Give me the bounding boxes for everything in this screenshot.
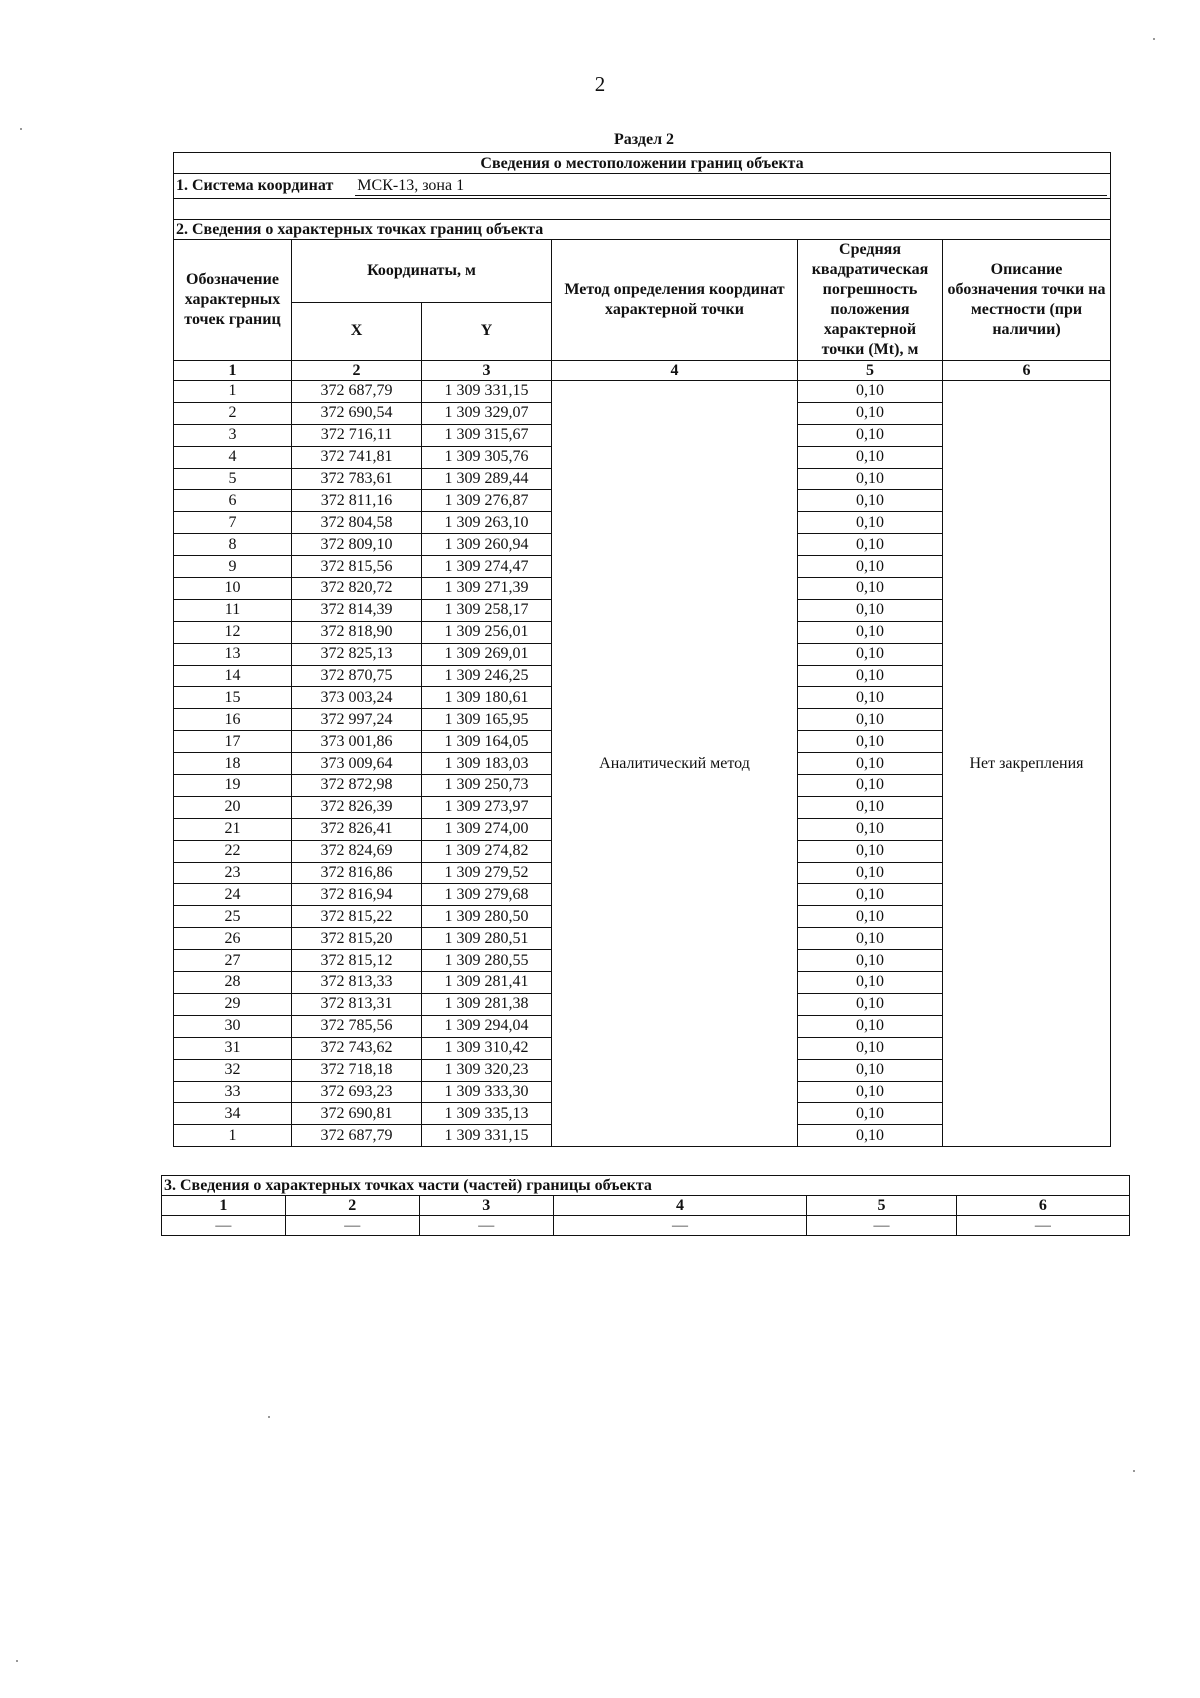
- header-y: Y: [422, 302, 552, 360]
- column-number: 5: [807, 1196, 956, 1216]
- point-y: 1 309 273,97: [422, 796, 552, 818]
- point-error: 0,10: [798, 512, 943, 534]
- column-number: 6: [943, 361, 1111, 381]
- point-error: 0,10: [798, 424, 943, 446]
- dash-cell: —: [285, 1216, 419, 1236]
- point-error: 0,10: [798, 884, 943, 906]
- point-number: 28: [174, 972, 292, 994]
- point-x: 373 009,64: [292, 753, 422, 775]
- point-y: 1 309 279,52: [422, 862, 552, 884]
- point-x: 372 716,11: [292, 424, 422, 446]
- point-y: 1 309 260,94: [422, 534, 552, 556]
- point-y: 1 309 280,51: [422, 928, 552, 950]
- dash-cell: —: [807, 1216, 956, 1236]
- point-x: 372 783,61: [292, 468, 422, 490]
- point-y: 1 309 320,23: [422, 1059, 552, 1081]
- point-y: 1 309 281,41: [422, 972, 552, 994]
- point-error: 0,10: [798, 1037, 943, 1059]
- point-x: 373 001,86: [292, 731, 422, 753]
- point-error: 0,10: [798, 928, 943, 950]
- point-number: 7: [174, 512, 292, 534]
- point-error: 0,10: [798, 818, 943, 840]
- point-y: 1 309 274,82: [422, 840, 552, 862]
- point-y: 1 309 280,50: [422, 906, 552, 928]
- point-number: 26: [174, 928, 292, 950]
- point-error: 0,10: [798, 556, 943, 578]
- point-x: 372 687,79: [292, 1125, 422, 1147]
- point-y: 1 309 263,10: [422, 512, 552, 534]
- point-number: 31: [174, 1037, 292, 1059]
- point-number: 1: [174, 1125, 292, 1147]
- point-y: 1 309 335,13: [422, 1103, 552, 1125]
- point-y: 1 309 274,00: [422, 818, 552, 840]
- point-error: 0,10: [798, 1081, 943, 1103]
- point-error: 0,10: [798, 796, 943, 818]
- point-error: 0,10: [798, 665, 943, 687]
- point-number: 19: [174, 775, 292, 797]
- point-y: 1 309 246,25: [422, 665, 552, 687]
- point-number: 3: [174, 424, 292, 446]
- point-x: 372 813,33: [292, 972, 422, 994]
- column-number: 1: [174, 361, 292, 381]
- point-error: 0,10: [798, 906, 943, 928]
- point-x: 372 811,16: [292, 490, 422, 512]
- point-error: 0,10: [798, 621, 943, 643]
- coordinate-system-value: МСК-13, зона 1: [355, 176, 1107, 196]
- point-y: 1 309 279,68: [422, 884, 552, 906]
- point-number: 8: [174, 534, 292, 556]
- parts-column-numbers-row: [162, 1196, 1130, 1216]
- point-y: 1 309 329,07: [422, 402, 552, 424]
- column-numbers-row: [174, 361, 1111, 381]
- header-method: Метод определения координат характерной точки: [552, 240, 798, 361]
- point-y: 1 309 183,03: [422, 753, 552, 775]
- point-error: 0,10: [798, 402, 943, 424]
- scan-speck: [268, 1416, 270, 1418]
- point-y: 1 309 289,44: [422, 468, 552, 490]
- point-y: 1 309 258,17: [422, 599, 552, 621]
- point-x: 372 809,10: [292, 534, 422, 556]
- column-number: 4: [553, 1196, 807, 1216]
- point-number: 23: [174, 862, 292, 884]
- point-number: 27: [174, 950, 292, 972]
- header-x: X: [292, 302, 422, 360]
- point-error: 0,10: [798, 446, 943, 468]
- point-x: 372 815,12: [292, 950, 422, 972]
- boundary-points-table: [173, 152, 1111, 1147]
- point-y: 1 309 333,30: [422, 1081, 552, 1103]
- point-row: [174, 381, 1111, 403]
- header-description: Описание обозначения точки на местности (при наличии): [943, 240, 1111, 361]
- point-x: 372 997,24: [292, 709, 422, 731]
- point-x: 372 687,79: [292, 381, 422, 403]
- point-x: 373 003,24: [292, 687, 422, 709]
- point-x: 372 824,69: [292, 840, 422, 862]
- point-y: 1 309 274,47: [422, 556, 552, 578]
- point-y: 1 309 164,05: [422, 731, 552, 753]
- point-number: 16: [174, 709, 292, 731]
- point-y: 1 309 315,67: [422, 424, 552, 446]
- point-error: 0,10: [798, 1125, 943, 1147]
- point-error: 0,10: [798, 468, 943, 490]
- point-y: 1 309 280,55: [422, 950, 552, 972]
- point-x: 372 826,41: [292, 818, 422, 840]
- point-x: 372 718,18: [292, 1059, 422, 1081]
- point-number: 13: [174, 643, 292, 665]
- point-error: 0,10: [798, 840, 943, 862]
- point-error: 0,10: [798, 993, 943, 1015]
- scan-speck: [1153, 38, 1155, 40]
- point-number: 12: [174, 621, 292, 643]
- point-x: 372 825,13: [292, 643, 422, 665]
- point-number: 2: [174, 402, 292, 424]
- point-x: 372 813,31: [292, 993, 422, 1015]
- point-error: 0,10: [798, 753, 943, 775]
- point-x: 372 872,98: [292, 775, 422, 797]
- point-error: 0,10: [798, 534, 943, 556]
- point-error: 0,10: [798, 862, 943, 884]
- point-error: 0,10: [798, 599, 943, 621]
- point-number: 14: [174, 665, 292, 687]
- column-number: 2: [285, 1196, 419, 1216]
- points-section-title: 2. Сведения о характерных точках границ объекта: [174, 220, 1111, 240]
- point-number: 9: [174, 556, 292, 578]
- column-number: 5: [798, 361, 943, 381]
- column-number: 1: [162, 1196, 286, 1216]
- point-number: 32: [174, 1059, 292, 1081]
- point-x: 372 804,58: [292, 512, 422, 534]
- dash-cell: —: [553, 1216, 807, 1236]
- point-x: 372 816,94: [292, 884, 422, 906]
- point-number: 33: [174, 1081, 292, 1103]
- point-error: 0,10: [798, 731, 943, 753]
- point-y: 1 309 250,73: [422, 775, 552, 797]
- point-x: 372 826,39: [292, 796, 422, 818]
- header-designation: Обозначение характерных точек границ: [174, 240, 292, 361]
- point-y: 1 309 331,15: [422, 1125, 552, 1147]
- point-x: 372 743,62: [292, 1037, 422, 1059]
- point-x: 372 693,23: [292, 1081, 422, 1103]
- point-error: 0,10: [798, 578, 943, 600]
- point-y: 1 309 294,04: [422, 1015, 552, 1037]
- point-x: 372 814,39: [292, 599, 422, 621]
- point-x: 372 815,20: [292, 928, 422, 950]
- page-number: 2: [594, 72, 606, 96]
- point-number: 24: [174, 884, 292, 906]
- boundary-parts-table: [161, 1175, 1130, 1236]
- point-number: 10: [174, 578, 292, 600]
- point-x: 372 815,22: [292, 906, 422, 928]
- point-number: 30: [174, 1015, 292, 1037]
- point-x: 372 690,81: [292, 1103, 422, 1125]
- column-number: 6: [956, 1196, 1129, 1216]
- point-x: 372 741,81: [292, 446, 422, 468]
- point-y: 1 309 165,95: [422, 709, 552, 731]
- scan-speck: [20, 128, 22, 130]
- main-title: Сведения о местоположении границ объекта: [174, 153, 1111, 174]
- header-error: Средняя квадратическая погрешность положения характерной точки (Mt), м: [798, 240, 943, 361]
- point-number: 18: [174, 753, 292, 775]
- point-number: 29: [174, 993, 292, 1015]
- point-error: 0,10: [798, 381, 943, 403]
- point-number: 1: [174, 381, 292, 403]
- point-x: 372 816,86: [292, 862, 422, 884]
- point-y: 1 309 269,01: [422, 643, 552, 665]
- point-number: 11: [174, 599, 292, 621]
- scan-speck: [1133, 1470, 1135, 1472]
- point-error: 0,10: [798, 972, 943, 994]
- point-x: 372 820,72: [292, 578, 422, 600]
- point-error: 0,10: [798, 490, 943, 512]
- point-x: 372 785,56: [292, 1015, 422, 1037]
- parts-section-title: 3. Сведения о характерных точках части (частей) границы объекта: [162, 1176, 1130, 1196]
- description-cell: Нет закрепления: [943, 381, 1111, 1147]
- point-number: 25: [174, 906, 292, 928]
- point-error: 0,10: [798, 1103, 943, 1125]
- column-number: 4: [552, 361, 798, 381]
- point-error: 0,10: [798, 643, 943, 665]
- dash-cell: —: [162, 1216, 286, 1236]
- parts-empty-row: [162, 1216, 1130, 1236]
- point-error: 0,10: [798, 1059, 943, 1081]
- point-error: 0,10: [798, 1015, 943, 1037]
- scan-speck: [16, 1660, 18, 1662]
- point-y: 1 309 180,61: [422, 687, 552, 709]
- point-number: 20: [174, 796, 292, 818]
- point-number: 17: [174, 731, 292, 753]
- point-number: 21: [174, 818, 292, 840]
- point-error: 0,10: [798, 950, 943, 972]
- point-number: 5: [174, 468, 292, 490]
- header-coordinates: Координаты, м: [292, 240, 552, 303]
- point-x: 372 690,54: [292, 402, 422, 424]
- method-cell: Аналитический метод: [552, 381, 798, 1147]
- point-number: 4: [174, 446, 292, 468]
- point-y: 1 309 331,15: [422, 381, 552, 403]
- point-y: 1 309 271,39: [422, 578, 552, 600]
- spacer-row: [174, 199, 1111, 220]
- point-error: 0,10: [798, 775, 943, 797]
- point-x: 372 870,75: [292, 665, 422, 687]
- point-error: 0,10: [798, 709, 943, 731]
- point-x: 372 818,90: [292, 621, 422, 643]
- point-x: 372 815,56: [292, 556, 422, 578]
- point-y: 1 309 276,87: [422, 490, 552, 512]
- point-number: 22: [174, 840, 292, 862]
- point-y: 1 309 281,38: [422, 993, 552, 1015]
- point-number: 34: [174, 1103, 292, 1125]
- point-y: 1 309 256,01: [422, 621, 552, 643]
- coordinate-system-row: [174, 174, 1111, 199]
- column-number: 3: [419, 1196, 553, 1216]
- point-number: 15: [174, 687, 292, 709]
- section-label: Раздел 2: [613, 131, 675, 148]
- coordinate-system-label: 1. Система координат: [176, 177, 334, 194]
- column-number: 3: [422, 361, 552, 381]
- column-number: 2: [292, 361, 422, 381]
- point-y: 1 309 305,76: [422, 446, 552, 468]
- dash-cell: —: [956, 1216, 1129, 1236]
- point-error: 0,10: [798, 687, 943, 709]
- point-number: 6: [174, 490, 292, 512]
- point-y: 1 309 310,42: [422, 1037, 552, 1059]
- dash-cell: —: [419, 1216, 553, 1236]
